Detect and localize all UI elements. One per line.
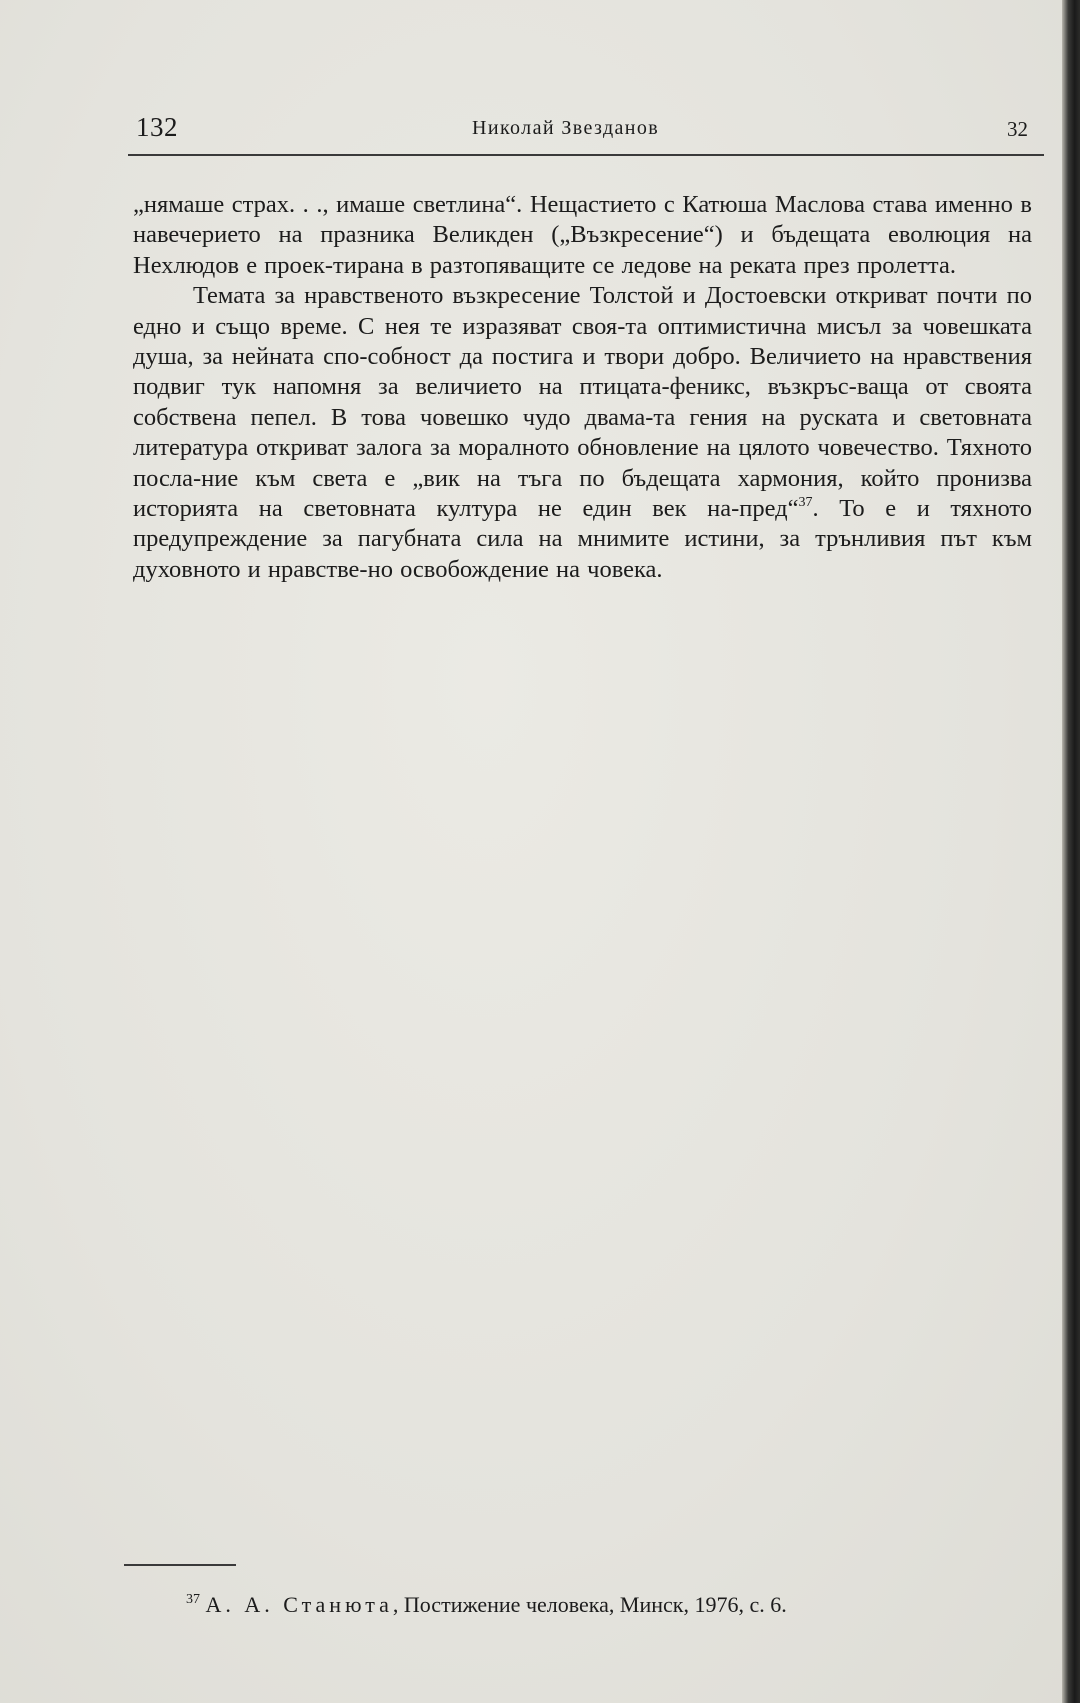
running-title: Николай Звезданов: [472, 117, 660, 139]
page-header: [132, 112, 1032, 152]
book-binding-edge: [1062, 0, 1080, 1703]
footnote-author: А. А. Станюта: [205, 1592, 393, 1617]
paragraph-2-text-before: Темата за нравственото възкресение Толстой и Достоевски откриват почти по едно и също време. С нея те изразяват своя-та оптимистична мисъл за човешката душа, за нейната спо-собност да постига и твори добро. Величието на нравствения подвиг тук напомня за величието на птицата-феникс, възкръс-ваща от своята собствена пепел. В това човешко чудо двама-та гения на руската и световната литература откриват залога за моралното обновление на цялото човечество. Тяхното посла-ние към света е „вик на тъга по бъдещата хармония, който пронизва историята на световната култура не един век на-пред“: [133, 282, 1032, 523]
paragraph-2: [133, 281, 1032, 585]
footnote-rule: [124, 1564, 236, 1566]
paragraph-2-text-after: . То е и тяхното предупреждение за пагубната сила на мнимите истини, за трънливия път към духовното и нравстве-но освобождение на човека.: [133, 495, 1033, 583]
page-number: 132: [136, 112, 178, 142]
paragraph-1: „нямаше страх. . ., имаше светлина“. Нещастието с Катюша Маслова става именно в навечерието на празника Великден („Възкресение“) и бъдещата еволюция на Нехлюдов е проек-тирана в разтопяващите се ледове на реката през пролетта.: [133, 191, 1032, 279]
header-rule: [128, 154, 1044, 156]
footnote: [186, 1592, 787, 1618]
header-note-number: 32: [1007, 117, 1028, 141]
footnote-marker: 37: [186, 1591, 200, 1607]
footnote-reference: 37: [798, 494, 813, 510]
body-text: [133, 190, 1032, 585]
footnote-citation: , Постижение человека, Минск, 1976, с. 6.: [392, 1592, 787, 1617]
